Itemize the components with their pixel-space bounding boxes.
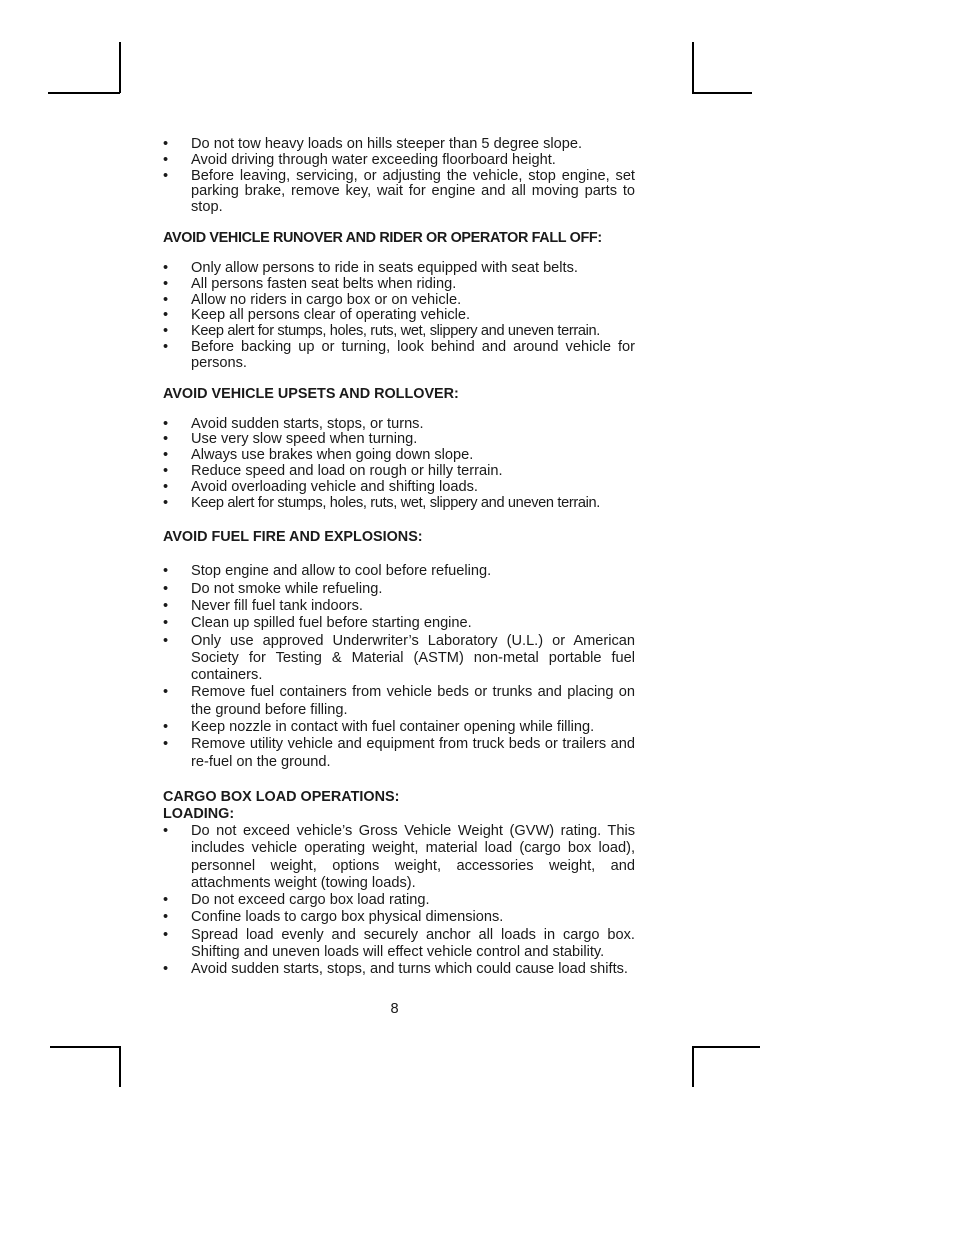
list-item: • Spread load evenly and securely anchor all loads in cargo box. Shifting and uneven loads will effect vehicle control and stability. bbox=[163, 927, 635, 962]
list-item: • Confine loads to cargo box physical dimensions. bbox=[163, 909, 635, 926]
list-item: • Avoid sudden starts, stops, and turns which could cause load shifts. bbox=[163, 961, 635, 978]
list-item: • Use very slow speed when turning. bbox=[163, 432, 635, 448]
list-item: • Do not smoke while refueling. bbox=[163, 581, 635, 598]
list-item: • Keep alert for stumps, holes, ruts, wet, slippery and uneven terrain. bbox=[163, 496, 635, 512]
page-content bbox=[163, 137, 635, 979]
list-item: • Do not exceed vehicle’s Gross Vehicle Weight (GVW) rating. This includes vehicle operating weight, material load (cargo box load), personnel weight, options weight, accessories weight, and attachments weight (towing loads). bbox=[163, 823, 635, 892]
list-item: • Avoid driving through water exceeding floorboard height. bbox=[163, 153, 635, 169]
runover-list bbox=[163, 261, 635, 372]
list-item: • Do not exceed cargo box load rating. bbox=[163, 892, 635, 909]
list-item: • Avoid overloading vehicle and shifting loads. bbox=[163, 480, 635, 496]
list-item: • Clean up spilled fuel before starting engine. bbox=[163, 615, 635, 632]
list-item: • Stop engine and allow to cool before refueling. bbox=[163, 563, 635, 580]
list-item: • Remove fuel containers from vehicle beds or trunks and placing on the ground before filling. bbox=[163, 684, 635, 719]
list-item: • Reduce speed and load on rough or hilly terrain. bbox=[163, 464, 635, 480]
subheading-loading: LOADING: bbox=[163, 805, 235, 822]
crop-mark-top-left-horizontal bbox=[48, 92, 120, 94]
crop-mark-bottom-right-vertical bbox=[692, 1046, 694, 1087]
crop-mark-bottom-right-horizontal bbox=[692, 1046, 760, 1048]
list-item: • Only allow persons to ride in seats equipped with seat belts. bbox=[163, 261, 635, 277]
page-number: 8 bbox=[390, 1001, 399, 1017]
crop-mark-top-right-horizontal bbox=[692, 92, 752, 94]
list-item: • Do not tow heavy loads on hills steeper than 5 degree slope. bbox=[163, 137, 635, 153]
list-item: • Avoid sudden starts, stops, or turns. bbox=[163, 417, 635, 433]
crop-mark-bottom-left-horizontal bbox=[50, 1046, 120, 1048]
list-item: • Only use approved Underwriter’s Laboratory (U.L.) or American Society for Testing & Material (ASTM) non-metal portable fuel containers. bbox=[163, 633, 635, 685]
list-item: • All persons fasten seat belts when riding. bbox=[163, 277, 635, 293]
section-heading-upsets: AVOID VEHICLE UPSETS AND ROLLOVER: bbox=[163, 385, 459, 402]
section-heading-fuel: AVOID FUEL FIRE AND EXPLOSIONS: bbox=[163, 529, 423, 546]
list-item: • Allow no riders in cargo box or on vehicle. bbox=[163, 293, 635, 309]
list-item: • Never fill fuel tank indoors. bbox=[163, 598, 635, 615]
crop-mark-top-left-vertical bbox=[119, 42, 121, 93]
fuel-list bbox=[163, 563, 635, 771]
crop-mark-bottom-left-vertical bbox=[119, 1046, 121, 1087]
cargo-list bbox=[163, 823, 635, 979]
list-item: • Keep alert for stumps, holes, ruts, wet, slippery and uneven terrain. bbox=[163, 324, 635, 340]
list-item: • Before leaving, servicing, or adjusting the vehicle, stop engine, set parking brake, remove key, wait for engine and all moving parts to stop. bbox=[163, 169, 635, 216]
section-heading-cargo: CARGO BOX LOAD OPERATIONS: bbox=[163, 788, 400, 805]
list-item: • Remove utility vehicle and equipment from truck beds or trailers and re-fuel on the ground. bbox=[163, 736, 635, 771]
list-item: • Keep nozzle in contact with fuel container opening while filling. bbox=[163, 719, 635, 736]
list-item: • Keep all persons clear of operating vehicle. bbox=[163, 308, 635, 324]
section-heading-runover: AVOID VEHICLE RUNOVER AND RIDER OR OPERATOR FALL OFF: bbox=[163, 229, 602, 246]
upsets-list bbox=[163, 417, 635, 512]
intro-list bbox=[163, 137, 635, 216]
list-item: • Always use brakes when going down slope. bbox=[163, 448, 635, 464]
crop-mark-top-right-vertical bbox=[692, 42, 694, 93]
list-item: • Before backing up or turning, look behind and around vehicle for persons. bbox=[163, 340, 635, 372]
